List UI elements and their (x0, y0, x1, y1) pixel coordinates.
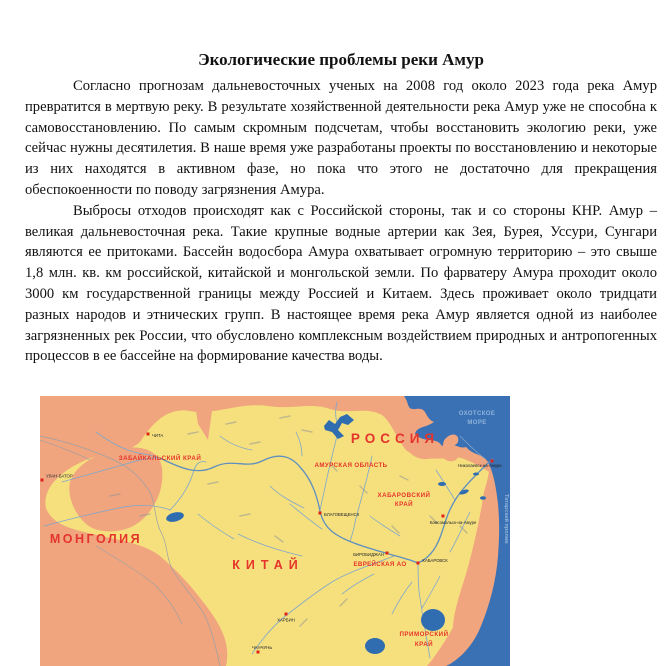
city-label: Комсомольск-на-Амуре (429, 520, 477, 525)
sea-label-tatar-strait: Татарский пролив (503, 494, 509, 544)
city-label: ЧАНЧУНЬ (251, 645, 273, 650)
city-label: ЧИТА (152, 433, 164, 438)
city-label: Николаевск-на-Амуре (458, 463, 502, 468)
city-dot (417, 562, 420, 565)
region-label-zabaykalsky: ЗАБАЙКАЛЬСКИЙ КРАЙ (118, 455, 202, 462)
city-birobidzhan (353, 552, 388, 558)
region-label-khabarovsky-1: ХАБАРОВСКИЙ (377, 492, 431, 499)
country-label-mongolia: МОНГОЛИЯ (49, 532, 143, 546)
city-label: ХАБАРОВСК (422, 558, 448, 563)
country-label-china: КИТАЙ (232, 558, 304, 572)
city-dot (41, 479, 44, 482)
paragraph-2: Выбросы отходов происходят как с Российской стороны, так и со стороны КНР. Амур – великая дальневосточная река. Такие крупные водные артерии как Зея, Бурея, Уссури, Сунгари являются ее притоками. Бассейн водосбора Амура охватывает огромную территорию – это свыше 1,8 млн. кв. км российской, китайской и монгольской земли. По фарватеру Амура проходит около 3000 км государственной границы между Россией и Китаем. Здесь проживает около тридцати разных народов и этнических групп. В настоящее время река Амур является одной из наиболее загрязненных рек России, что обусловлено комплексным воздействием природных и антропогенных процессов в ее бассейне на формирование качества воды. (25, 202, 657, 365)
city-label: БИРОБИДЖАН (353, 552, 384, 557)
city-dot (257, 651, 260, 654)
city-label: УЛАН-БАТОР (46, 473, 73, 479)
region-label-primorsky-2: КРАЙ (414, 641, 434, 648)
city-dot (386, 552, 389, 555)
sea-label-okhotsk-1: ОХОТСКОЕ (458, 411, 496, 417)
city-label: БЛАГОВЕЩЕНСК (324, 512, 360, 517)
city-dot (147, 433, 150, 436)
document-page (25, 50, 657, 367)
city-label: ХАРБИН (277, 617, 295, 623)
region-label-amur-oblast: АМУРСКАЯ ОБЛАСТЬ (314, 462, 388, 469)
city-dot (442, 515, 445, 518)
region-label-jewish-ao: ЕВРЕЙСКАЯ АО (353, 561, 407, 568)
city-dot (285, 613, 288, 616)
region-label-primorsky-1: ПРИМОРСКИЙ (399, 631, 449, 638)
city-blagoveshchensk (319, 512, 360, 518)
city-dot (319, 512, 322, 515)
page-title: Экологические проблемы реки Амур (198, 50, 484, 69)
amur-basin-map (40, 396, 510, 666)
country-label-russia: РОССИЯ (350, 431, 440, 446)
region-label-khabarovsky-2: КРАЙ (394, 501, 414, 508)
map-canvas (40, 396, 510, 666)
paragraph-1: Согласно прогнозам дальневосточных ученых на 2008 год около 2023 года река Амур превратится в мертвую реку. В результате хозяйственной деятельности река Амур уже не способна к самовосстановлению. По самым скромным подсчетам, чтобы восстановить экологию реки, уже сейчас нужны десятилетия. В наше время уже разработаны проекты по восстановлению и некоторые из них находятся в активном фазе, но пока что этого не достаточно для прекращения обеспокоенности по поводу загрязнения Амура. (25, 78, 657, 198)
sea-label-okhotsk-2: МОРЕ (467, 420, 487, 426)
